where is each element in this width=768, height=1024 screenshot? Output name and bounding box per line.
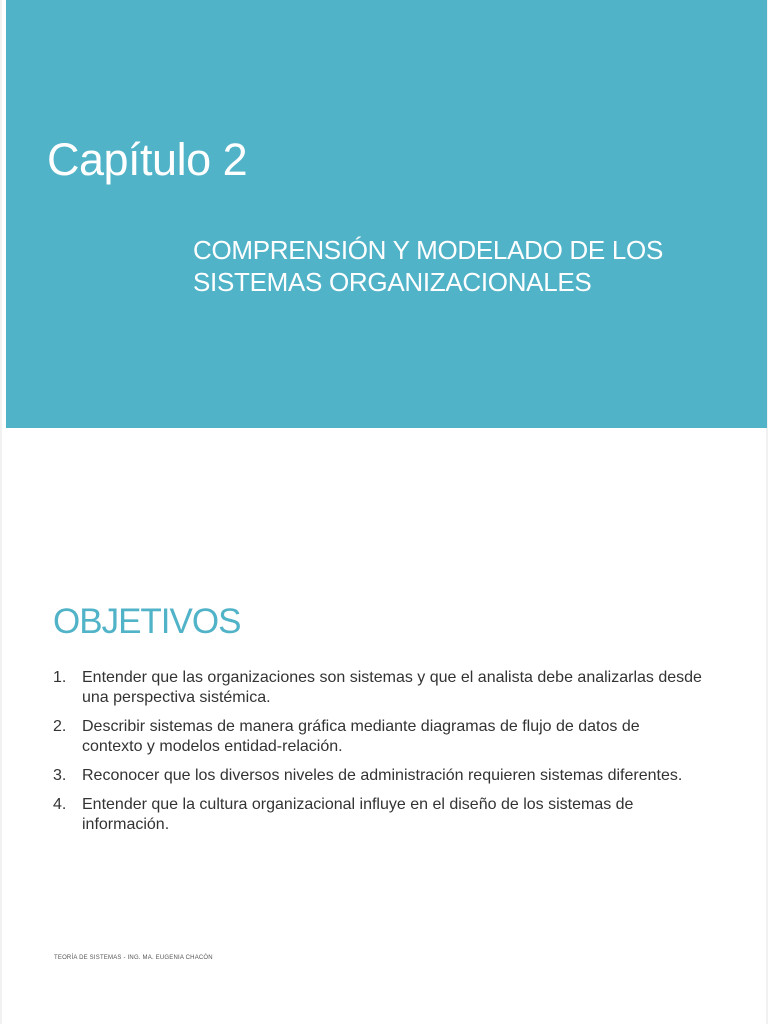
objective-number: 1. bbox=[53, 669, 67, 686]
objective-text: Entender que la cultura organizacional influye en el diseño de los sistemas de información. bbox=[82, 796, 634, 833]
chapter-subtitle: COMPRENSIÓN Y MODELADO DE LOS SISTEMAS ORGANIZACIONALES bbox=[193, 235, 664, 297]
objective-item bbox=[53, 795, 703, 835]
objective-item bbox=[53, 717, 703, 757]
objective-number: 3. bbox=[53, 767, 67, 784]
chapter-title: Capítulo 2 bbox=[47, 134, 248, 185]
objective-text: Entender que las organizaciones son sistemas y que el analista debe analizarlas desde una perspectiva sistémica. bbox=[82, 669, 702, 706]
objective-item bbox=[53, 766, 703, 786]
objective-number: 2. bbox=[53, 718, 67, 735]
objective-item bbox=[53, 668, 703, 708]
objective-text: Describir sistemas de manera gráfica mediante diagramas de flujo de datos de contexto y modelos entidad-relación. bbox=[82, 718, 640, 755]
objective-number: 4. bbox=[53, 796, 67, 813]
objective-text: Reconocer que los diversos niveles de administración requieren sistemas diferentes. bbox=[82, 767, 683, 784]
footer-text: TEORÍA DE SISTEMAS - ING. MA. EUGENIA CHACÓN bbox=[54, 955, 213, 961]
objectives-list bbox=[53, 668, 703, 844]
title-slide bbox=[6, 0, 767, 428]
objectives-heading: OBJETIVOS bbox=[53, 602, 241, 641]
